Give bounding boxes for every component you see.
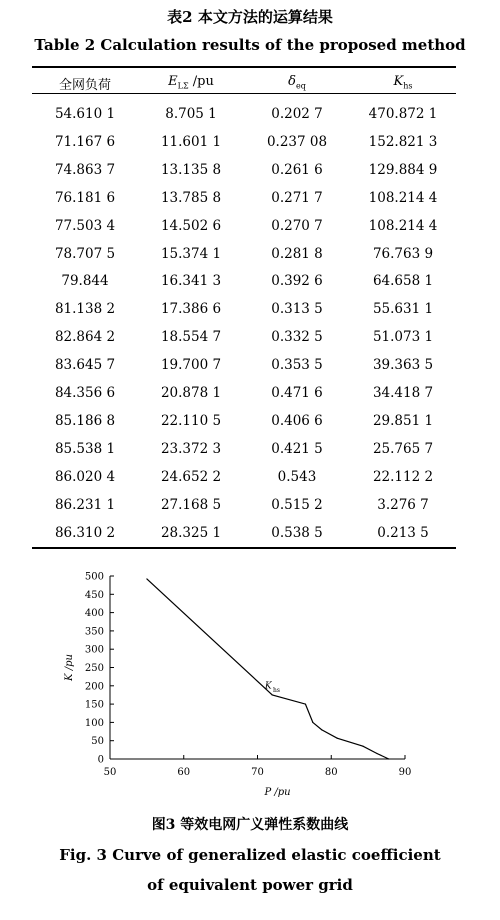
cell-e: 20.878 1 xyxy=(160,385,222,401)
table-row xyxy=(32,156,456,186)
x-tick-label: 60 xyxy=(177,767,191,778)
cell-load: 74.863 7 xyxy=(54,161,116,178)
cell-k: 0.213 5 xyxy=(377,524,429,541)
cell-delta: 0.392 6 xyxy=(271,273,323,290)
table-header-row xyxy=(32,70,456,92)
data-point xyxy=(305,704,306,705)
data-point xyxy=(388,758,389,759)
y-axis-label: K /pu xyxy=(64,654,75,681)
table-row xyxy=(32,379,456,409)
cell-k: 129.884 9 xyxy=(368,161,438,178)
cell-load: 76.181 6 xyxy=(54,189,116,206)
cell-e: 18.554 7 xyxy=(160,329,222,346)
k-curve-chart xyxy=(0,560,500,805)
y-tick-label: 300 xyxy=(84,644,104,656)
cell-e: 24.652 2 xyxy=(160,468,222,485)
data-point xyxy=(337,738,338,739)
data-point xyxy=(362,746,363,747)
cell-load: 86.231 1 xyxy=(54,496,116,513)
header-k-hs: $K_{hs}$ xyxy=(393,74,413,91)
table-row xyxy=(32,491,456,521)
cell-load: 79.844 xyxy=(61,273,109,290)
cell-delta: 0.515 2 xyxy=(271,496,323,513)
table-top-rule xyxy=(32,66,456,68)
cell-k: 51.073 1 xyxy=(372,329,434,346)
x-axis-label: P /pu xyxy=(264,787,291,798)
cell-load: 85.186 8 xyxy=(54,412,116,429)
series-label-k: K xyxy=(264,681,272,692)
cell-e: 16.341 3 xyxy=(160,273,222,290)
header-delta-eq: $\delta_{eq}$ xyxy=(288,74,306,91)
cell-e: 27.168 5 xyxy=(160,496,222,513)
cell-load: 78.707 5 xyxy=(54,245,116,262)
y-tick-label: 200 xyxy=(84,681,104,693)
table-row xyxy=(32,519,456,549)
cell-e: 17.386 6 xyxy=(160,301,222,318)
cell-e: 13.785 8 xyxy=(160,189,222,206)
table-row xyxy=(32,212,456,242)
table-bottom-rule xyxy=(32,547,456,549)
cell-load: 85.538 1 xyxy=(54,440,116,457)
y-tick-label: 100 xyxy=(84,717,104,729)
table-row xyxy=(32,463,456,493)
table-row xyxy=(32,323,456,353)
cell-e: 28.325 1 xyxy=(160,524,222,541)
data-point xyxy=(272,694,273,695)
cell-k: 39.363 5 xyxy=(372,357,434,374)
cell-k: 34.418 7 xyxy=(372,385,434,401)
data-point xyxy=(312,722,313,723)
y-tick-label: 350 xyxy=(84,626,104,638)
cell-e: 13.135 8 xyxy=(160,161,222,178)
x-tick-label: 90 xyxy=(398,767,412,778)
cell-e: 23.372 3 xyxy=(160,440,222,457)
cell-load: 86.020 4 xyxy=(54,468,116,485)
table-title-en: Table 2 Calculation results of the proposed method xyxy=(34,36,466,54)
cell-load: 84.356 6 xyxy=(54,385,116,401)
table-row xyxy=(32,184,456,214)
cell-e: 8.705 1 xyxy=(165,106,217,122)
cell-k: 152.821 3 xyxy=(368,133,438,150)
table-row xyxy=(32,295,456,325)
cell-load: 82.864 2 xyxy=(54,329,116,346)
cell-delta: 0.202 7 xyxy=(271,106,323,122)
cell-k: 470.872 1 xyxy=(368,106,438,122)
cell-k: 3.276 7 xyxy=(377,496,429,513)
cell-load: 54.610 1 xyxy=(54,106,116,122)
cell-load: 86.310 2 xyxy=(54,524,116,541)
y-tick-label: 0 xyxy=(97,754,104,766)
cell-k: 55.631 1 xyxy=(372,301,434,318)
cell-load: 81.138 2 xyxy=(54,301,116,318)
y-tick-label: 50 xyxy=(91,736,104,748)
cell-e: 15.374 1 xyxy=(160,245,222,262)
cell-delta: 0.543 xyxy=(277,468,317,485)
figure-caption-en-1: Fig. 3 Curve of generalized elastic coefficient xyxy=(59,846,441,864)
cell-delta: 0.313 5 xyxy=(271,301,323,318)
figure-caption-en-2: of equivalent power grid xyxy=(147,876,353,894)
cell-delta: 0.237 08 xyxy=(266,133,328,150)
table-row xyxy=(32,267,456,297)
cell-k: 108.214 4 xyxy=(368,189,438,206)
x-tick-label: 50 xyxy=(103,767,117,778)
cell-k: 29.851 1 xyxy=(372,412,434,429)
series-label-sub: hs xyxy=(272,687,280,695)
series-line-k-hs xyxy=(147,579,389,759)
cell-delta: 0.421 5 xyxy=(271,440,323,457)
cell-delta: 0.406 6 xyxy=(271,412,323,429)
cell-delta: 0.271 7 xyxy=(271,189,323,206)
cell-delta: 0.538 5 xyxy=(271,524,323,541)
x-tick-label: 70 xyxy=(251,767,264,778)
cell-load: 77.503 4 xyxy=(54,217,116,234)
cell-k: 64.658 1 xyxy=(372,273,434,290)
cell-delta: 0.281 8 xyxy=(271,245,323,262)
cell-k: 76.763 9 xyxy=(372,245,434,262)
y-tick-label: 500 xyxy=(84,571,104,583)
table-row xyxy=(32,128,456,158)
table-row xyxy=(32,100,456,130)
cell-k: 25.765 7 xyxy=(372,440,434,457)
cell-delta: 0.261 6 xyxy=(271,161,323,178)
y-tick-label: 450 xyxy=(84,589,104,601)
cell-delta: 0.353 5 xyxy=(271,357,323,374)
y-tick-label: 150 xyxy=(84,699,104,711)
cell-load: 83.645 7 xyxy=(54,357,116,374)
cell-e: 19.700 7 xyxy=(160,357,222,374)
cell-delta: 0.471 6 xyxy=(271,385,323,401)
y-tick-label: 400 xyxy=(84,608,104,620)
cell-delta: 0.270 7 xyxy=(271,217,323,234)
data-point xyxy=(146,578,147,579)
header-total-load: 全网负荷 xyxy=(58,78,111,93)
table-title-cn: 表2 本文方法的运算结果 xyxy=(167,8,333,26)
cell-k: 22.112 2 xyxy=(372,468,434,485)
table-row xyxy=(32,407,456,437)
x-tick-label: 80 xyxy=(324,767,338,778)
cell-load: 71.167 6 xyxy=(54,133,116,150)
data-point xyxy=(321,729,322,730)
table-header-rule xyxy=(32,93,456,94)
figure-caption-cn: 图3 等效电网广义弹性系数曲线 xyxy=(151,817,349,833)
cell-delta: 0.332 5 xyxy=(271,329,323,346)
table-row xyxy=(32,351,456,381)
table-row xyxy=(32,435,456,465)
y-tick-label: 250 xyxy=(84,663,104,674)
cell-e: 14.502 6 xyxy=(160,217,222,234)
table-row xyxy=(32,240,456,270)
data-point xyxy=(376,753,377,754)
cell-e: 22.110 5 xyxy=(160,412,222,429)
cell-k: 108.214 4 xyxy=(368,217,438,234)
cell-e: 11.601 1 xyxy=(160,133,222,150)
header-e-lsigma: $E_{L\Sigma}$ /pu xyxy=(168,74,214,91)
